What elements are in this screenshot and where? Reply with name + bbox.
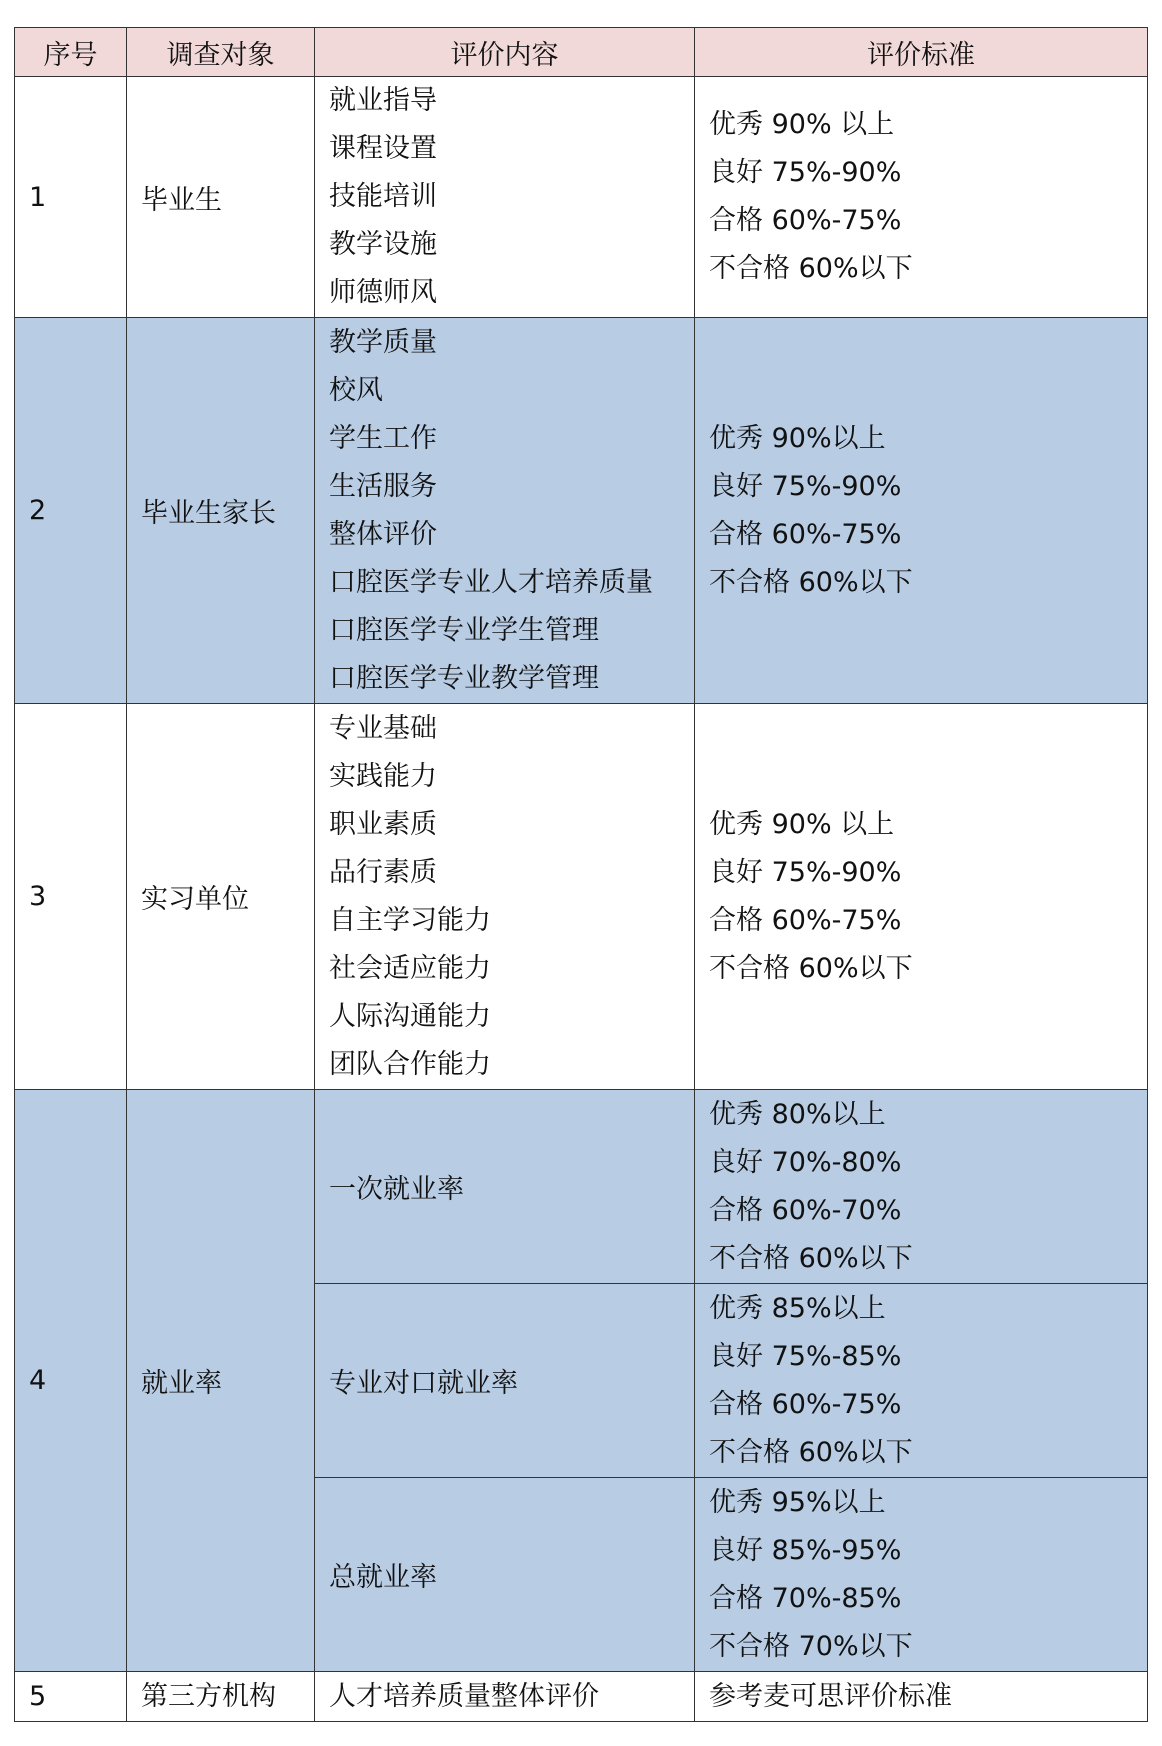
row-index: 1 [15,77,127,318]
header-standard: 评价标准 [695,28,1148,77]
content-item: 口腔医学专业人才培养质量 [329,566,653,598]
row-standard [695,1284,1148,1478]
standard-item: 优秀 90% 以上 [709,808,895,840]
header-subject: 调查对象 [127,28,315,77]
standard-item: 不合格 60%以下 [709,952,913,984]
standard-item: 合格 70%-85% [709,1582,902,1614]
content-item: 校风 [329,374,383,406]
row-subject: 毕业生 [127,77,315,318]
row-standard [695,77,1148,318]
content-item: 技能培训 [329,181,437,212]
content-item: 学生工作 [329,422,437,454]
content-item: 实践能力 [329,760,437,792]
header-index: 序号 [15,28,127,77]
row-content [315,318,695,704]
table-row [15,1672,1148,1722]
standard-item: 合格 60%-75% [709,205,902,236]
standard-item: 优秀 90% 以上 [709,109,895,140]
table-row [15,318,1148,704]
table-row [15,1090,1148,1284]
row-index: 5 [15,1672,127,1722]
content-item: 团队合作能力 [329,1048,491,1080]
row-content: 人才培养质量整体评价 [315,1672,695,1722]
standard-item: 优秀 95%以上 [709,1486,886,1518]
row-standard [695,318,1148,704]
row-content: 总就业率 [315,1478,695,1672]
content-item: 口腔医学专业教学管理 [329,662,599,694]
content-item: 职业素质 [329,808,437,840]
row-index: 4 [15,1090,127,1672]
row-standard: 参考麦可思评价标准 [695,1672,1148,1722]
standard-item: 不合格 60%以下 [709,566,913,598]
standard-item: 良好 70%-80% [709,1146,902,1178]
header-content: 评价内容 [315,28,695,77]
content-item: 课程设置 [329,133,437,164]
row-standard [695,1090,1148,1284]
content-item: 师德师风 [329,277,437,308]
row-index: 3 [15,704,127,1090]
row-content [315,704,695,1090]
content-item: 口腔医学专业学生管理 [329,614,599,646]
row-content [315,77,695,318]
table-row [15,704,1148,1090]
standard-item: 良好 75%-85% [709,1340,902,1372]
header-row [15,28,1148,77]
standard-item: 良好 75%-90% [709,856,902,888]
standard-item: 合格 60%-75% [709,518,902,550]
row-standard [695,704,1148,1090]
row-content: 专业对口就业率 [315,1284,695,1478]
content-item: 教学质量 [329,326,437,358]
standard-item: 合格 60%-70% [709,1194,902,1226]
content-item: 就业指导 [329,85,437,116]
standard-item: 良好 85%-95% [709,1534,902,1566]
content-item: 品行素质 [329,856,437,888]
standard-item: 合格 60%-75% [709,1388,902,1420]
content-item: 专业基础 [329,712,437,744]
standard-item: 优秀 85%以上 [709,1292,886,1324]
standard-item: 良好 75%-90% [709,157,902,188]
standard-item: 不合格 60%以下 [709,253,913,284]
standard-item: 良好 75%-90% [709,470,902,502]
row-subject: 毕业生家长 [127,318,315,704]
standard-item: 优秀 80%以上 [709,1098,886,1130]
content-item: 人际沟通能力 [329,1000,491,1032]
row-standard [695,1478,1148,1672]
standard-item: 不合格 60%以下 [709,1242,913,1274]
standard-item: 不合格 70%以下 [709,1630,913,1662]
content-item: 自主学习能力 [329,904,491,936]
row-content: 一次就业率 [315,1090,695,1284]
row-subject: 就业率 [127,1090,315,1672]
content-item: 整体评价 [329,518,437,550]
evaluation-table [14,27,1148,1722]
row-subject: 第三方机构 [127,1672,315,1722]
content-item: 教学设施 [329,229,437,260]
standard-item: 优秀 90%以上 [709,422,886,454]
standard-item: 不合格 60%以下 [709,1436,913,1468]
row-index: 2 [15,318,127,704]
standard-item: 合格 60%-75% [709,904,902,936]
table-row [15,77,1148,318]
content-item: 社会适应能力 [329,952,491,984]
row-subject: 实习单位 [127,704,315,1090]
content-item: 生活服务 [329,470,437,502]
